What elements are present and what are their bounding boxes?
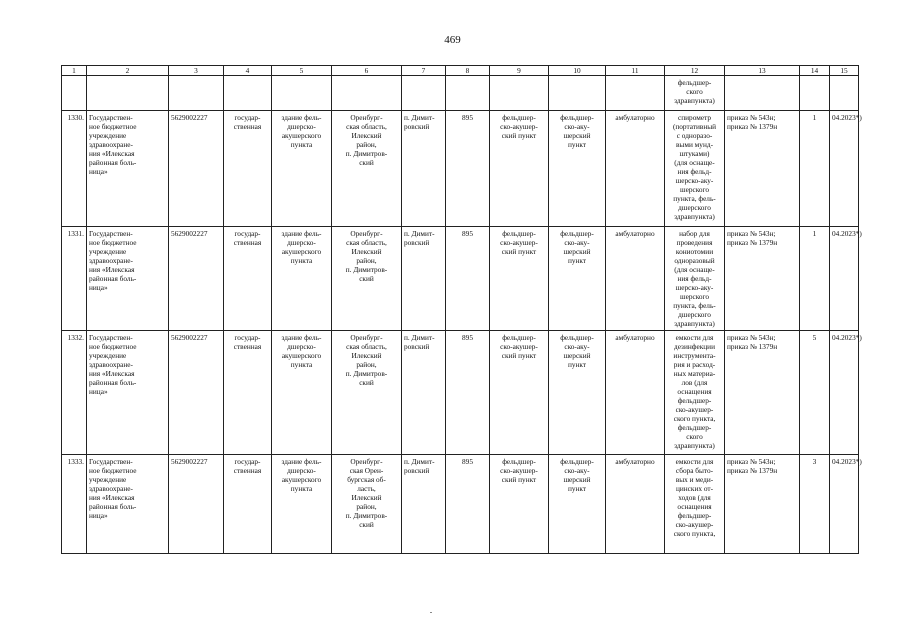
ownership-cell: государ- ственная <box>224 111 272 227</box>
order-cell: приказ № 543н; приказ № 1379н <box>725 111 800 227</box>
inn-cell: 5629002227 <box>169 331 224 455</box>
organization-cell: Государствен- ное бюджетное учреждение здравоохране- ния «Илекская районная боль- ница» <box>87 331 169 455</box>
column-number: 12 <box>665 66 725 76</box>
ownership-cell: государ- ственная <box>224 455 272 554</box>
date-cell: 04.2023*) <box>830 331 859 455</box>
column-number: 6 <box>332 66 402 76</box>
building-cell: здание фель- дшерско- акушерского пункта <box>272 331 332 455</box>
unit-cell: фельдшер- ско-акушер- ский пункт <box>490 331 549 455</box>
unit-cell: фельдшер- ско-акушер- ский пункт <box>490 111 549 227</box>
inn-cell: 5629002227 <box>169 455 224 554</box>
order-cell: приказ № 543н; приказ № 1379н <box>725 455 800 554</box>
row-number: 1332. <box>62 331 87 455</box>
date-cell: 04.2023*) <box>830 111 859 227</box>
locality-cell: п. Димит- ровский <box>402 331 446 455</box>
address-cell: Оренбург- ская область, Илекский район, п. Димитров- ский <box>332 227 402 331</box>
date-cell: 04.2023*) <box>830 455 859 554</box>
table-row <box>62 455 859 554</box>
building-cell: здание фель- дшерско- акушерского пункта <box>272 227 332 331</box>
column-number: 4 <box>224 66 272 76</box>
inn-cell: 5629002227 <box>169 227 224 331</box>
column-number: 5 <box>272 66 332 76</box>
registry-table <box>61 65 862 554</box>
row-number: 1333. <box>62 455 87 554</box>
page-number: 469 <box>444 34 461 46</box>
locality-cell: п. Димит- ровский <box>402 111 446 227</box>
ownership-cell: государ- ственная <box>224 227 272 331</box>
equipment-cell: набор для проведения кониотомии одноразовый (для оснаще- ния фельд- шерско-аку- шерского пункта, фель- дшерского здравпункта) <box>665 227 725 331</box>
subunit-cell: фельдшер- ско-аку- шерский пункт <box>549 331 606 455</box>
row-number: 1330. <box>62 111 87 227</box>
locality-cell: п. Димит- ровский <box>402 227 446 331</box>
address-cell: Оренбург- ская область, Илекский район, п. Димитров- ский <box>332 331 402 455</box>
equipment-cell: спирометр (портативный с одноразо- выми мунд- штуками) (для оснаще- ния фельд- шерско-аку- шерского пункта, фель- дшерского здравпункта) <box>665 111 725 227</box>
care-type-cell: амбулаторно <box>606 111 665 227</box>
care-type-cell: амбулаторно <box>606 227 665 331</box>
unit-cell: фельдшер- ско-акушер- ский пункт <box>490 227 549 331</box>
code-cell: 895 <box>446 227 490 331</box>
quantity-cell: 1 <box>800 111 830 227</box>
row-number: 1331. <box>62 227 87 331</box>
organization-cell: Государствен- ное бюджетное учреждение здравоохране- ния «Илекская районная боль- ница» <box>87 111 169 227</box>
column-number: 3 <box>169 66 224 76</box>
code-cell: 895 <box>446 331 490 455</box>
quantity-cell: 3 <box>800 455 830 554</box>
care-type-cell: амбулаторно <box>606 455 665 554</box>
column-number-row <box>62 66 859 76</box>
address-cell: Оренбург- ская Орен- бургская об- ласть, Илекский район, п. Димитров- ский <box>332 455 402 554</box>
building-cell: здание фель- дшерско- акушерского пункта <box>272 455 332 554</box>
column-number: 11 <box>606 66 665 76</box>
quantity-cell: 5 <box>800 331 830 455</box>
column-number: 13 <box>725 66 800 76</box>
equipment-cell: фельдшер- ского здравпункта) <box>665 76 725 111</box>
organization-cell: Государствен- ное бюджетное учреждение здравоохране- ния «Илекская районная боль- ница» <box>87 227 169 331</box>
equipment-cell: емкости для сбора быто- вых и меди- цинских от- ходов (для оснащения фельдшер- ско-акушер- ского пункта, <box>665 455 725 554</box>
locality-cell: п. Димит- ровский <box>402 455 446 554</box>
address-cell: Оренбург- ская область, Илекский район, п. Димитров- ский <box>332 111 402 227</box>
column-number: 15 <box>830 66 859 76</box>
care-type-cell: амбулаторно <box>606 331 665 455</box>
column-number: 8 <box>446 66 490 76</box>
column-number: 9 <box>490 66 549 76</box>
building-cell: здание фель- дшерско- акушерского пункта <box>272 111 332 227</box>
inn-cell: 5629002227 <box>169 111 224 227</box>
ownership-cell: государ- ственная <box>224 331 272 455</box>
date-cell: 04.2023*) <box>830 227 859 331</box>
quantity-cell: 1 <box>800 227 830 331</box>
table-row <box>62 111 859 227</box>
order-cell: приказ № 543н; приказ № 1379н <box>725 331 800 455</box>
scan-speck <box>430 612 432 613</box>
column-number: 14 <box>800 66 830 76</box>
column-number: 1 <box>62 66 87 76</box>
unit-cell: фельдшер- ско-акушер- ский пункт <box>490 455 549 554</box>
order-cell: приказ № 543н; приказ № 1379н <box>725 227 800 331</box>
organization-cell: Государствен- ное бюджетное учреждение здравоохране- ния «Илекская районная боль- ница» <box>87 455 169 554</box>
table-row <box>62 331 859 455</box>
code-cell: 895 <box>446 111 490 227</box>
column-number: 10 <box>549 66 606 76</box>
code-cell: 895 <box>446 455 490 554</box>
continuation-row <box>62 76 859 111</box>
equipment-cell: емкости для дезинфекции инструмента- рия и расход- ных материа- лов (для оснащения фельдшер- ско-акушер- ского пункта, фельдшер- ского здравпункта) <box>665 331 725 455</box>
column-number: 7 <box>402 66 446 76</box>
subunit-cell: фельдшер- ско-аку- шерский пункт <box>549 455 606 554</box>
table-row <box>62 227 859 331</box>
column-number: 2 <box>87 66 169 76</box>
subunit-cell: фельдшер- ско-аку- шерский пункт <box>549 227 606 331</box>
subunit-cell: фельдшер- ско-аку- шерский пункт <box>549 111 606 227</box>
